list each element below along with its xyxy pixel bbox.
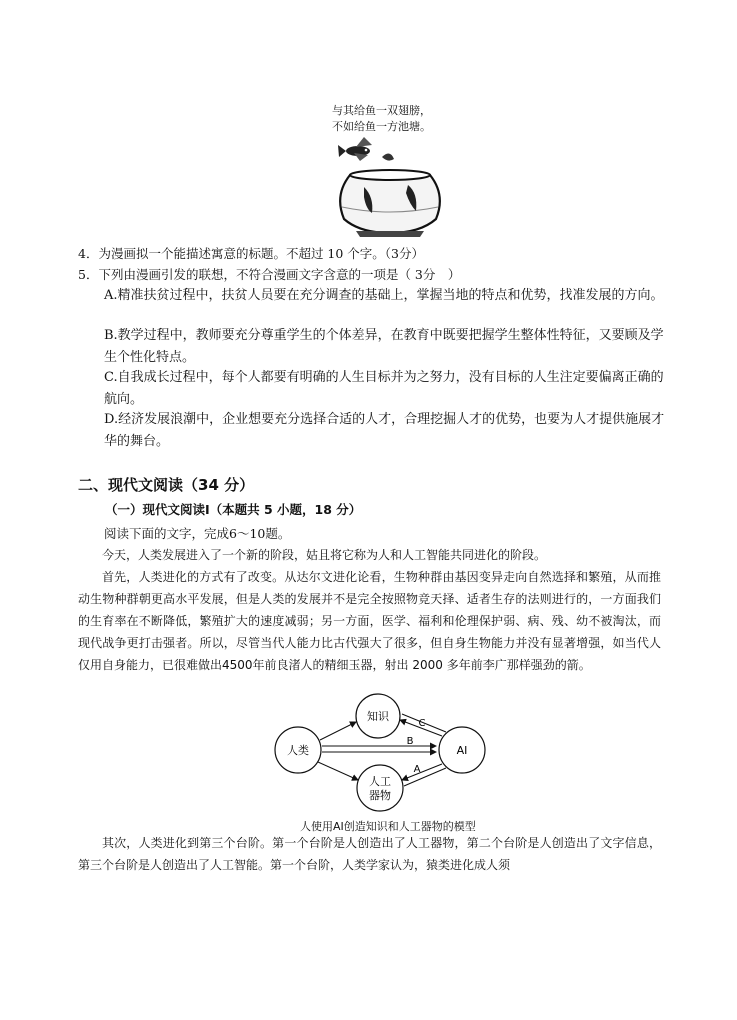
arrow-label-a: A [413, 764, 421, 775]
option-a: A.精准扶贫过程中，扶贫人员要在充分调查的基础上，掌握当地的特点和优势，找准发展的方向。 [104, 288, 664, 303]
fish-cartoon [320, 97, 460, 239]
cartoon-caption-line2: 不如给鱼一方池塘。 [332, 120, 431, 133]
option-d: D.经济发展浪潮中，企业想要充分选择合适的人才，合理挖掘人才的优势，也要为人才提供施展才华的舞台。 [104, 412, 665, 449]
fishbowl-illustration [320, 135, 460, 239]
paragraph-1: 今天，人类发展进入了一个新的阶段，姑且将它称为人和人工智能共同进化的阶段。 [102, 548, 547, 562]
option-c: C.自我成长过程中，每个人都要有明确的人生目标并为之努力，没有目标的人生注定要偏离正确的航向。 [104, 370, 664, 407]
section-subheading: （一）现代文阅读Ⅰ（本题共 5 小题，18 分） [105, 502, 362, 517]
node-ai-label: AI [456, 744, 468, 757]
arrow-human-knowledge [320, 722, 356, 740]
option-b: B.教学过程中，教师要充分尊重学生的个体差异，在教育中既要把握学生整体性特征，又要顾及学生个性化特点。 [104, 328, 664, 365]
node-artifact-label-1: 人工 [369, 775, 391, 788]
winged-fish-icon [338, 137, 372, 161]
reading-instruction: 阅读下面的文字，完成6～10题。 [104, 526, 291, 541]
node-artifact-circle [357, 765, 403, 811]
cartoon-caption-line1: 与其给鱼一双翅膀， [332, 104, 431, 117]
arrow-human-artifact [318, 762, 358, 780]
node-artifact-label-2: 器物 [369, 789, 391, 802]
node-knowledge-label: 知识 [367, 710, 389, 723]
arrow-label-c: C [418, 718, 426, 729]
node-human-label: 人类 [287, 744, 309, 757]
fishbowl-icon [340, 170, 440, 237]
ai-model-diagram [270, 692, 500, 816]
question-5: 5．下列由漫画引发的联想，不符合漫画文字含意的一项是（ 3分 ） [78, 267, 461, 282]
paragraph-3: 其次，人类进化到第三个台阶。第一个台阶是人创造出了人工器物，第二个台阶是人创造出了文字信息，第三个台阶是人创造出了人工智能。第一个台阶，人类学家认为，猿类进化成人须 [78, 836, 661, 872]
paragraph-2: 首先，人类进化的方式有了改变。从达尔文进化论看，生物种群由基因变异走向自然选择和繁殖，从而推动生物种群朝更高水平发展，但是人类的发展并不是完全按照物竞天择、适者生存的法则进行的，一方面我们的生育率在不断降低，繁殖扩大的速度减弱；另一方面，医学、福利和伦理保护弱、病、残、幼不被淘汰，而现代战争更打击强者。所以，尽管当代人能力比古代强大了很多，但自身生物能力并没有显著增强，如当代人仅用自身能力，已很难做出4500年前良渚人的精细玉器，射出 2000 多年前李广那样强劲的箭。 [78, 570, 661, 672]
section-heading: 二、现代文阅读（34 分） [78, 476, 255, 494]
arrow-label-b: B [406, 736, 414, 747]
jumping-fish-icon [382, 153, 394, 160]
diagram-caption: 人使用AI创造知识和人工器物的模型 [300, 820, 476, 833]
question-4: 4．为漫画拟一个能描述寓意的标题。不超过 10 个字。（3分） [78, 246, 425, 261]
